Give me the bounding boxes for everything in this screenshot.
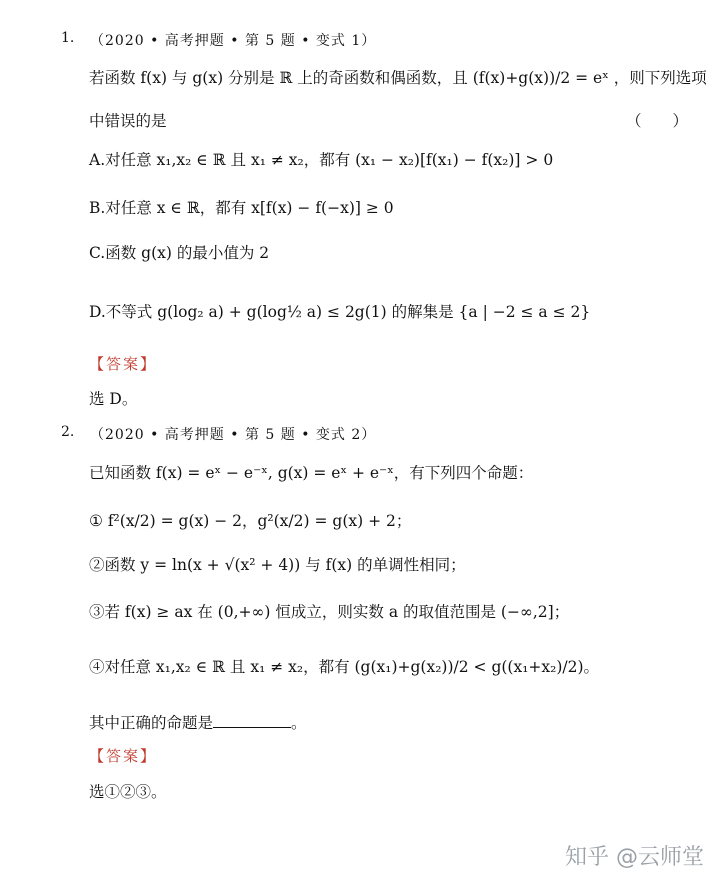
question-1-stem-line1: 若函数 f(x) 与 g(x) 分别是 ℝ 上的奇函数和偶函数，且 (f(x)+g(x))/2 = eˣ ，则下列选项: [89, 69, 707, 87]
question-2-stem: 已知函数 f(x) = eˣ − e⁻ˣ, g(x) = eˣ + e⁻ˣ，有下列四个命题：: [89, 464, 534, 482]
tail-prefix: 其中正确的命题是: [89, 714, 214, 732]
proposition-1: ① f²(x/2) = g(x) − 2，g²(x/2) = g(x) + 2；: [89, 512, 412, 530]
question-2-answer-tag: 【答案】: [89, 747, 158, 765]
proposition-2: ②函数 y = ln(x + √(x² + 4)) 与 f(x) 的单调性相同；: [89, 556, 466, 574]
question-1-answer: 选 D。: [89, 390, 138, 408]
question-1-source: （2020 • 高考押题 • 第 5 题 • 变式 1）: [90, 33, 377, 49]
option-a: A.对任意 x₁,x₂ ∈ ℝ 且 x₁ ≠ x₂，都有 (x₁ − x₂)[f(x₁) − f(x₂)] > 0: [89, 151, 554, 169]
answer-bracket: （ ）: [626, 112, 689, 130]
question-1-answer-tag: 【答案】: [89, 355, 158, 373]
question-2-number: 2.: [61, 424, 75, 440]
option-c: C.函数 g(x) 的最小值为 2: [89, 244, 270, 262]
question-2-source: （2020 • 高考押题 • 第 5 题 • 变式 2）: [90, 427, 377, 443]
question-1-stem-line2: 中错误的是: [89, 112, 167, 130]
proposition-3: ③若 f(x) ≥ ax 在 (0,+∞) 恒成立，则实数 a 的取值范围是 (−∞,2]；: [89, 603, 570, 621]
option-d: D.不等式 g(log₂ a) + g(log½ a) ≤ 2g(1) 的解集是 {a | −2 ≤ a ≤ 2}: [89, 303, 591, 321]
proposition-4: ④对任意 x₁,x₂ ∈ ℝ 且 x₁ ≠ x₂，都有 (g(x₁)+g(x₂))/2 < g((x₁+x₂)/2)。: [89, 658, 600, 676]
question-2-answer: 选①②③。: [89, 783, 167, 801]
tail-suffix: 。: [291, 714, 307, 732]
question-1-number: 1.: [61, 30, 75, 46]
answer-blank: [213, 713, 291, 728]
question-2-tail: [89, 711, 307, 733]
zhihu-watermark: 知乎 @云师堂: [565, 845, 704, 870]
option-b: B.对任意 x ∈ ℝ，都有 x[f(x) − f(−x)] ≥ 0: [89, 199, 394, 217]
